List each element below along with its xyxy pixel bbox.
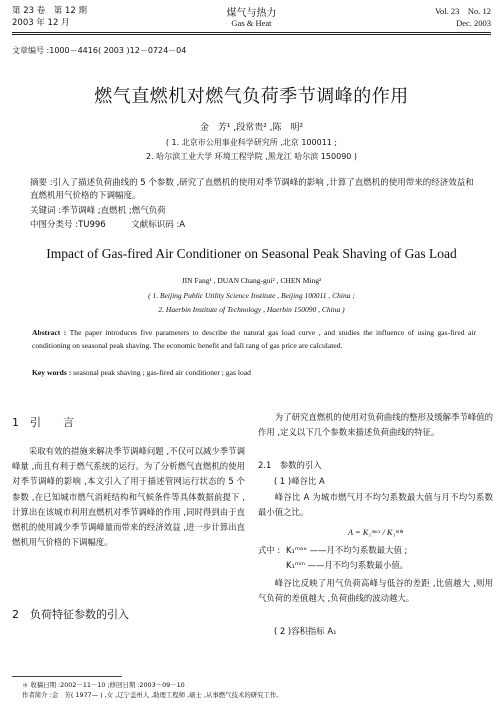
footnote-author-bio: 作者简介 :金 芳( 1977— ) ,女 ,辽宁盖州人 ,助理工程师 ,硕士 ,从事燃气技术的研究工作。 [22, 691, 283, 699]
volume-issue-en: Vol. 23 No. 12 [434, 6, 491, 16]
subsection-2-1-heading: 2.1 参数的引入 [258, 460, 322, 470]
abstract-en-label: Abstract : [32, 328, 67, 337]
formula-def-1: K₁ᵐᵃˣ ——月不均匀系数最大值 ; [286, 545, 408, 555]
section-2-heading: 2 负荷特征参数的引入 [12, 608, 129, 621]
article-number: 文章编号 :1000－4416( 2003 )12－0724－04 [12, 46, 187, 55]
article-title: 燃气直燃机对燃气负荷季节调峰的作用 [94, 86, 409, 107]
item-1-definition: 峰谷比 A 为城市燃气月不均匀系数最大值与月不均匀系数最小值之比。 [258, 492, 493, 518]
issue-date-en: Dec. 2003 [456, 18, 491, 28]
section-1-body: 采取有效的措施来解决季节调峰问题 ,不仅可以减少季节调峰量 ,而且有利于燃气系统的运行。为了分析燃气直燃机的使用对季节调峰的影响 ,本文引入了用于描述管网运行状态的 5 个参数 ,在已知城市燃气消耗结构和气候条件等具体数据前提下 ,计算出在该城市利用直燃机对季节调峰的作用 ,同时得到由于直燃机的使用减少季节调峰量而带来的经济效益 ,进一步计算出直燃机用气价格的下调幅度。 [12, 446, 245, 548]
classification: 中图分类号 :TU996 文献标识码 :A [30, 220, 186, 230]
keywords-en [32, 367, 476, 380]
section-1-heading: 1 引 言 [12, 416, 74, 429]
affiliation-en-1: ( 1. Beijing Public Utility Science Institute , Beijing 100011 , China ; [148, 291, 355, 300]
section-2-intro: 为了研究直燃机的使用对负荷曲线的整形及缓解季节峰值的作用 ,定义以下几个参数来描述负荷曲线的特征。 [258, 412, 493, 438]
header-rule [12, 32, 491, 33]
item-1-explanation: 峰谷比反映了用气负荷高峰与低谷的差距 ,比值越大 ,则用气负荷的差值越大 ,负荷曲线的波动越大。 [258, 578, 493, 604]
issue-date: 2003 年 12 月 [12, 18, 70, 28]
abstract-cn: 摘要 :引入了描述负荷曲线的 5 个参数 ,研究了直燃机的使用对季节调峰的影响 ,计算了直燃机的使用带来的经济效益和直燃机用气价格的下调幅度。 [30, 178, 474, 201]
item-2-heading: ( 2 )容积指标 A₁ [274, 626, 337, 636]
header-rule-2 [12, 34, 491, 35]
affiliation-cn-2: 2. 哈尔滨工业大学 环境工程学院 ,黑龙江 哈尔滨 150090 ) [145, 152, 358, 161]
keywords-cn: 关键词 :季节调峰 ;直燃机 ;燃气负荷 [30, 206, 166, 216]
item-1-heading: ( 1 )峰谷比 A [274, 476, 325, 486]
abstract-en [32, 327, 476, 352]
formula-def-2: K₁ᵐⁱⁿ ——月不均匀系数最小值。 [286, 560, 409, 570]
affiliation-en-2: 2. Haerbin Institute of Technology , Haerbin 150090 , China ) [158, 305, 345, 314]
authors-en: JIN Fang¹ , DUAN Chang-gui² , CHEN Ming² [181, 276, 322, 285]
footnote-received: ＊ 收稿日期 :2002－11－10 ;修回日期 :2003－09－10 [22, 681, 185, 689]
footnote-rule [12, 676, 122, 677]
formula-peak-valley-ratio: A = K₁ᵐᵃˣ / K₁ᵐⁱⁿ [347, 528, 404, 537]
abstract-en-text: The paper introduces five parameters to describe the natural gas load curve , and studies the influence of using gas-fired air conditioning on seasonal peak shaving. The economic benefit and fall rang of gas price are calculated. [32, 328, 477, 350]
journal-name-en: Gas & Heat [231, 18, 272, 28]
affiliation-cn-1: ( 1. 北京市公用事业科学研究所 ,北京 100011 ; [165, 138, 338, 147]
keywords-en-label: Key words : [32, 368, 72, 377]
formula-where-label: 式中 : [258, 545, 281, 555]
journal-name-cn: 煤气与热力 [226, 8, 277, 19]
volume-issue: 第 23 卷 第 12 期 [12, 6, 87, 16]
article-title-en: Impact of Gas-fired Air Conditioner on Seasonal Peak Shaving of Gas Load [46, 246, 457, 261]
keywords-en-text: seasonal peak shaving ; gas-fired air conditioner ; gas load [73, 368, 251, 377]
authors-cn: 金 芳¹ ,段常贵² ,陈 明² [199, 123, 304, 133]
